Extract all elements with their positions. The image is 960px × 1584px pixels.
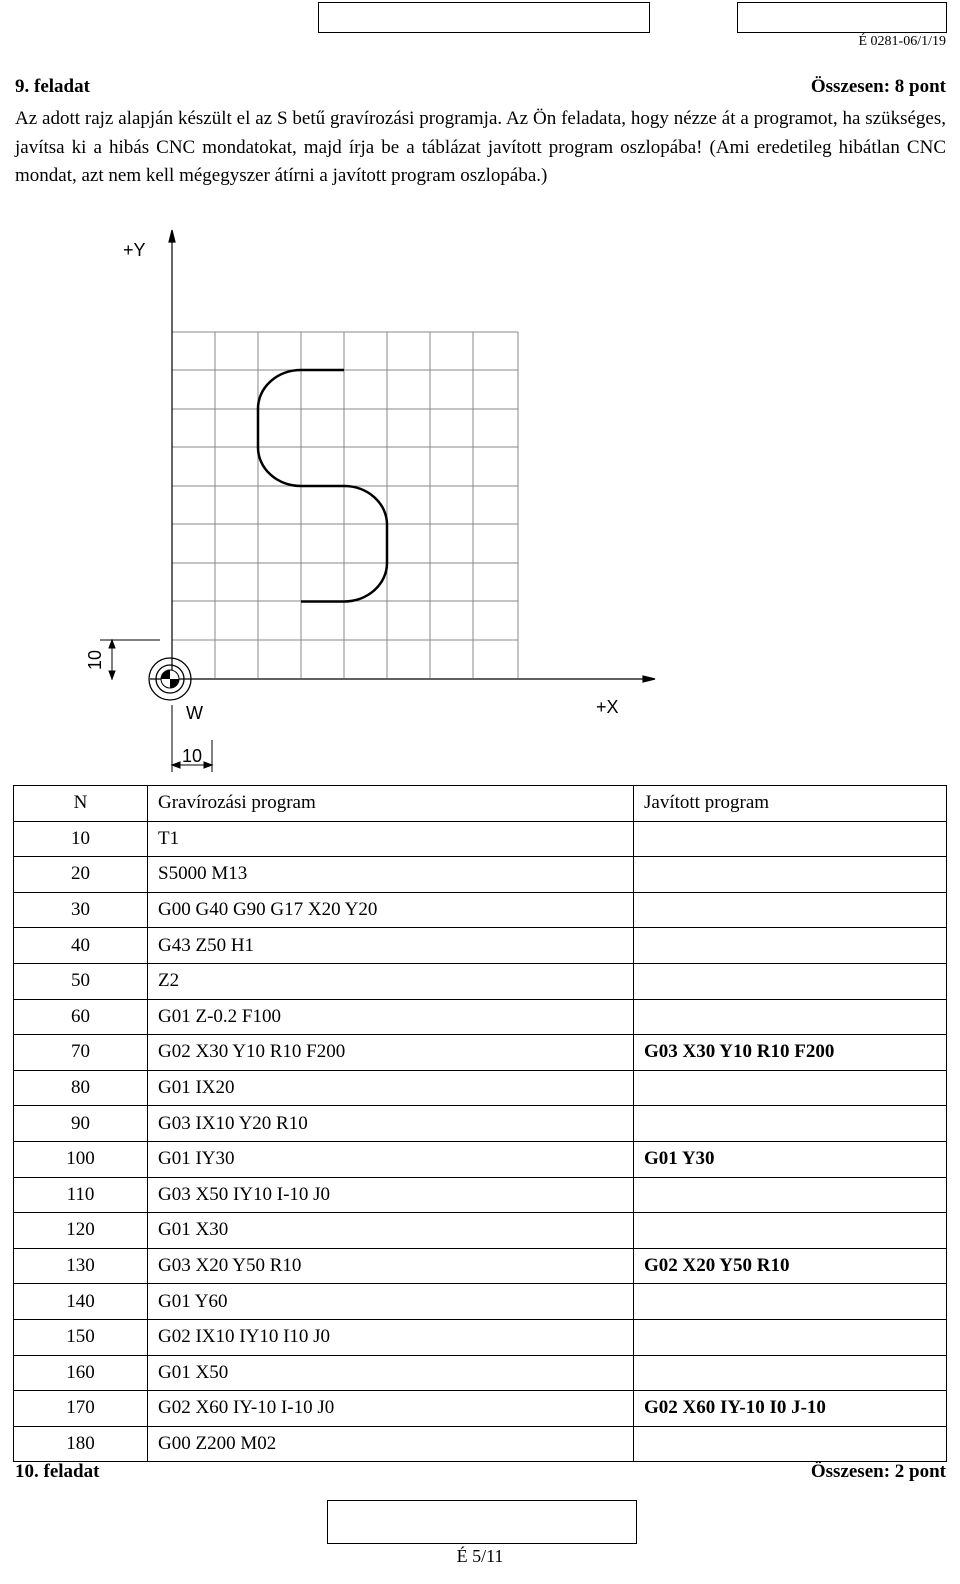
original-block: Z2 (148, 963, 634, 999)
footer-box (327, 1500, 637, 1544)
task9-points: Összesen: 8 pont (810, 76, 946, 97)
table-row (14, 1284, 947, 1320)
axes (150, 230, 655, 682)
vertical-dimension (100, 640, 160, 680)
corrected-block[interactable] (634, 1355, 947, 1391)
table-row (14, 892, 947, 928)
original-block: G02 X30 Y10 R10 F200 (148, 1035, 634, 1071)
row-number: 120 (14, 1213, 148, 1249)
horizontal-dimension-value: 10 (181, 746, 203, 766)
original-block: G01 X50 (148, 1355, 634, 1391)
original-block: G01 Z-0.2 F100 (148, 999, 634, 1035)
table-row (14, 999, 947, 1035)
row-number: 150 (14, 1319, 148, 1355)
row-number: 170 (14, 1391, 148, 1427)
original-block: G01 IX20 (148, 1070, 634, 1106)
row-number: 130 (14, 1248, 148, 1284)
original-block: G01 Y60 (148, 1284, 634, 1320)
corrected-block[interactable]: G03 X30 Y10 R10 F200 (634, 1035, 947, 1071)
original-block: G03 IX10 Y20 R10 (148, 1106, 634, 1142)
original-block: G03 X20 Y50 R10 (148, 1248, 634, 1284)
original-block: G00 G40 G90 G17 X20 Y20 (148, 892, 634, 928)
corrected-block[interactable]: G02 X60 IY-10 I0 J-10 (634, 1391, 947, 1427)
table-row (14, 1391, 947, 1427)
table-row (14, 1319, 947, 1355)
row-number: 40 (14, 928, 148, 964)
row-number: 180 (14, 1426, 148, 1462)
table-header-row (14, 786, 947, 822)
row-number: 70 (14, 1035, 148, 1071)
table-row (14, 928, 947, 964)
corrected-block[interactable]: G02 X20 Y50 R10 (634, 1248, 947, 1284)
original-block: G00 Z200 M02 (148, 1426, 634, 1462)
task10-title: 10. feladat (15, 1461, 100, 1482)
row-number: 90 (14, 1106, 148, 1142)
header-engraving-program: Gravírozási program (148, 786, 634, 822)
original-block: G01 X30 (148, 1213, 634, 1249)
table-row (14, 1248, 947, 1284)
origin-label: W (186, 703, 203, 723)
corrected-block[interactable] (634, 821, 947, 857)
corrected-block[interactable] (634, 1426, 947, 1462)
s-letter-drawing (0, 225, 960, 785)
original-block: G01 IY30 (148, 1141, 634, 1177)
row-number: 100 (14, 1141, 148, 1177)
axis-y-label: +Y (123, 240, 146, 260)
table-row (14, 1035, 947, 1071)
row-number: 10 (14, 821, 148, 857)
header-box-right (737, 2, 947, 33)
vertical-dimension-value: 10 (85, 649, 105, 671)
task9-title: 9. feladat (15, 76, 90, 97)
row-number: 80 (14, 1070, 148, 1106)
corrected-block[interactable] (634, 857, 947, 893)
corrected-block[interactable] (634, 1284, 947, 1320)
task9-heading (15, 76, 946, 98)
corrected-block[interactable] (634, 1213, 947, 1249)
row-number: 50 (14, 963, 148, 999)
row-number: 140 (14, 1284, 148, 1320)
row-number: 110 (14, 1177, 148, 1213)
task10-points: Összesen: 2 pont (810, 1461, 946, 1482)
table-row (14, 1426, 947, 1462)
original-block: G03 X50 IY10 I-10 J0 (148, 1177, 634, 1213)
row-number: 30 (14, 892, 148, 928)
table-row (14, 857, 947, 893)
header-box-left (318, 2, 650, 33)
corrected-block[interactable] (634, 1177, 947, 1213)
document-code: É 0281-06/1/19 (858, 34, 946, 49)
original-block: G02 X60 IY-10 I-10 J0 (148, 1391, 634, 1427)
table-row (14, 1355, 947, 1391)
corrected-block[interactable] (634, 1106, 947, 1142)
corrected-block[interactable] (634, 999, 947, 1035)
corrected-block[interactable]: G01 Y30 (634, 1141, 947, 1177)
row-number: 60 (14, 999, 148, 1035)
original-block: G02 IX10 IY10 I10 J0 (148, 1319, 634, 1355)
corrected-block[interactable] (634, 963, 947, 999)
row-number: 160 (14, 1355, 148, 1391)
original-block: S5000 M13 (148, 857, 634, 893)
table-row (14, 1213, 947, 1249)
original-block: G43 Z50 H1 (148, 928, 634, 964)
corrected-block[interactable] (634, 1319, 947, 1355)
program-table (13, 785, 947, 1462)
grid (172, 332, 518, 678)
task9-instructions: Az adott rajz alapján készült el az S betű gravírozási programja. Az Ön feladata, hogy nézze át a programot, ha szükséges, javítsa ki a hibás CNC mondatokat, majd írja be a táblázat javított program oszlopába! (Ami eredetileg hibátlan CNC mondat, azt nem kell mégegyszer átírni a javított program oszlopába.) (15, 108, 946, 186)
header-n: N (14, 786, 148, 822)
original-block: T1 (148, 821, 634, 857)
header-corrected-program: Javított program (634, 786, 947, 822)
axis-x-label: +X (596, 697, 619, 717)
task10-heading (15, 1461, 946, 1483)
table-row (14, 963, 947, 999)
corrected-block[interactable] (634, 928, 947, 964)
table-row (14, 1070, 947, 1106)
table-row (14, 1141, 947, 1177)
table-row (14, 1177, 947, 1213)
page-number: É 5/11 (456, 1546, 504, 1566)
table-row (14, 1106, 947, 1142)
table-row (14, 821, 947, 857)
corrected-block[interactable] (634, 1070, 947, 1106)
corrected-block[interactable] (634, 892, 947, 928)
row-number: 20 (14, 857, 148, 893)
